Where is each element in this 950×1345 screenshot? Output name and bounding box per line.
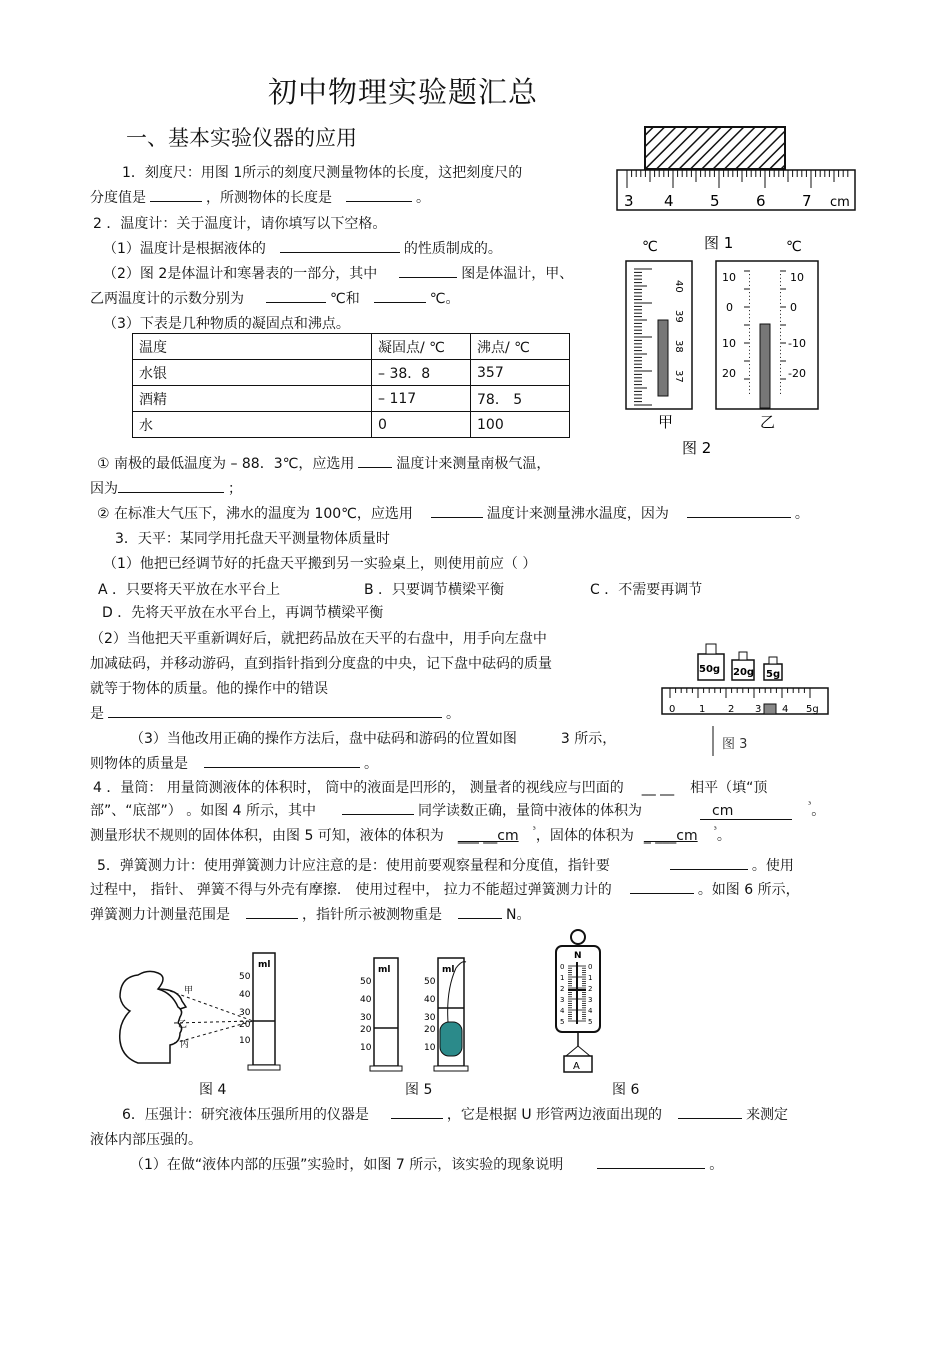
person-head [120,971,182,1063]
q6-text5: 。 [709,1157,724,1173]
fig2-thermometers [612,235,827,460]
q6-text2: ，它是根据 U 形管两边液面出现的 [446,1107,663,1123]
table-row [133,360,570,386]
answer-blank[interactable] [597,1154,705,1169]
cyl-tick: 10 [424,1043,436,1053]
q2-s2-text: ② 在标准大气压下，沸水的温度为 100℃，应选用 [97,506,413,522]
q3-option-d[interactable]: D ．先将天平放在水平台上，再调节横梁平衡 [102,605,384,621]
fig6-spring-scale [548,928,608,1076]
answer-blank[interactable] [678,1104,742,1119]
scale-ring [571,930,585,944]
q5-text7: N。 [506,907,531,923]
unit-superscript: ³ [713,825,717,834]
q2-p3: （3）下表是几种物质的凝固点和沸点。 [103,316,350,332]
q3-option-b[interactable]: B ．只要调节横梁平衡 [364,582,505,598]
cyl-tick: 30 [424,1013,436,1023]
q6-text3: 来测定 [746,1107,789,1123]
q5-text: 5．弹簧测力计：使用弹簧测力计应注意的是：使用前要观察量程和分度值，指针要 [97,858,610,874]
q4-text5: 。 [811,803,826,819]
answer-blank[interactable] [630,879,694,894]
table-cell: 水银 [133,360,372,386]
ruler-tick-label: 5 [710,192,720,210]
cyl-unit: ml [442,965,455,975]
cyl-tick: 10 [239,1036,251,1046]
beam-label: 1 [699,704,706,715]
jia-tick-label: 38 [673,340,684,353]
answer-blank[interactable] [204,753,360,768]
scale-tick-label: 0 [560,963,565,971]
beam-label: 2 [728,704,735,715]
weight-knob [769,657,777,664]
q2-s2 [97,503,809,523]
q2-intro: 2 ．温度计：关于温度计，请你填写以下空格。 [93,216,387,232]
yi-right-label: -10 [788,337,806,350]
answer-blank[interactable] [346,187,412,202]
q4-text6: 测量形状不规则的固体体积，由图 5 可知，液体的体积为 [90,828,444,844]
q2-p2-text4: ℃和 [330,291,360,307]
q6-line2: 液体内部压强的。 [90,1132,202,1148]
q3-p3-text2: 3 所示， [560,731,617,747]
cyl-tick: 30 [360,1013,372,1023]
ruler-tick-label: 6 [756,192,766,210]
unit-superscript: ³ [532,825,536,834]
fig3-caption: 图 3 [722,737,748,752]
yi-left-label: 0 [726,301,733,314]
q5-line2 [90,879,800,899]
jia-tick-label: 40 [673,280,684,293]
q3-intro: 3．天平：某同学用托盘天平测量物体质量时 [115,531,390,547]
reader-label: 丙 [180,1040,190,1050]
measured-object [645,127,785,169]
scale-tick-label: 0 [588,963,593,971]
q5-text3: 过程中， 指针、 弹簧不得与外壳有摩擦． 使用过程中， 拉力不能超过弹簧测力计的 [90,882,612,898]
q5-text6: ，指针所示被测物重是 [302,907,442,923]
jia-tick-label: 37 [673,370,684,383]
scale-tick-label: 5 [560,1018,565,1026]
table-row [133,412,570,438]
answer-blank[interactable] [108,703,442,718]
cyl-tick: 30 [239,1008,251,1018]
q2-s1-text2: 温度计来测量南极气温， [396,456,551,472]
table-row [133,386,570,412]
q6-text: 6．压强计：研究液体压强所用的仪器是 [122,1107,369,1123]
scale-tick-label: 1 [560,974,565,982]
q6-text4: （1）在做“液体内部的压强”实验时，如图 7 所示，该实验的现象说明 [130,1157,564,1173]
scale-tick-label: 5 [588,1018,593,1026]
cylinder-base [434,1066,468,1071]
q3-p1: （1）他把已经调节好的托盘天平搬到另一实验桌上，则使用前应（ ） [103,556,537,572]
yi-left-label: 20 [722,367,736,380]
table-header-row [133,334,570,360]
q2-p2-text3: 乙两温度计的示数分别为 [90,291,244,307]
rider [764,704,776,714]
ruler-unit: cm [830,195,850,210]
fig1-caption: 图 1 [704,234,734,252]
q6-line3 [130,1154,723,1174]
q2-p2-text5: ℃。 [429,291,460,307]
yi-left-label: 10 [722,271,736,284]
reader-label: 甲 [184,986,194,996]
hook-triangle [566,1046,590,1056]
beam-label: 3 [755,704,762,715]
scale-tick-label: 2 [588,985,593,993]
unit-superscript: ³ [808,800,812,809]
q2-p2 [103,263,573,283]
q2-p2-text2: 图是体温计，甲、 [461,266,574,282]
q5-line1 [97,855,794,875]
q2-p2-text: （2）图 2是体温计和寒暑表的一部分，其中 [103,266,378,282]
table-cell: 水 [133,412,372,438]
page-title: 初中物理实验题汇总 [268,75,539,109]
cyl-tick: 40 [360,995,372,1005]
scale-tick-label: 4 [588,1007,593,1015]
yi-label: 乙 [760,413,776,431]
cyl-tick: 50 [360,977,372,987]
q5-line3 [90,904,530,924]
q3-p2-text2: 。 [446,706,460,722]
cyl-tick: 20 [424,1025,436,1035]
q3-p3-text4: 。 [364,756,378,772]
cyl-tick: 40 [424,995,436,1005]
thermometer-jia-liquid [658,320,668,396]
answer-blank[interactable] [358,453,392,468]
section-heading: 一、基本实验仪器的应用 [126,126,357,150]
fig3-balance [658,632,850,757]
q2-p1-text: （1）温度计是根据液体的 [103,241,266,257]
ruler-tick-label: 7 [802,192,812,210]
q1-line1: 1．刻度尺：用图 1所示的刻度尺测量物体的长度，这把刻度尺的 [122,165,523,181]
ruler-body [617,170,855,210]
cyl-tick: 10 [360,1043,372,1053]
q4-line3 [90,825,731,845]
table-cell: – 38．8 [372,360,471,386]
q3-p3-text3: 则物体的质量是 [90,756,188,772]
scale-tick-label: 4 [560,1007,565,1015]
scale-tick-label: 2 [560,985,565,993]
q1-line2 [90,187,430,207]
q5-text5: 弹簧测力计测量范围是 [90,907,230,923]
q5-text2: 。使用 [751,858,794,874]
answer-blank[interactable] [670,855,748,870]
fig2-caption: 图 2 [682,439,712,457]
scale-tick-label: 3 [560,996,565,1004]
weight-label: 5g [766,669,781,680]
q3-p3 [130,728,616,748]
properties-table [132,333,570,438]
q2-p2b [90,288,459,308]
q3-option-a[interactable]: A ．只要将天平放在水平台上 [98,582,281,598]
answer-blank[interactable] [391,1104,443,1119]
cyl-unit: ml [378,965,391,975]
scale-unit: N [574,951,582,961]
scale-tick-label: 3 [588,996,593,1004]
q6-line1 [122,1104,788,1124]
yi-right-label: 10 [790,271,804,284]
q3-option-c[interactable]: C ．不需要再调节 [590,582,703,598]
beam-label: 4 [782,704,789,715]
solid-object [440,1022,462,1056]
q2-s1-text3: 因为 [90,481,118,497]
weight-knob [706,644,716,654]
fig5-cylinders [358,950,478,1075]
q3-p2-line4 [90,703,460,723]
answer-blank[interactable] [280,238,400,253]
jia-label: 甲 [658,413,674,431]
q4-text3: 部”、“底部”） 。如图 4 所示，其中 [90,803,317,819]
fig1-ruler [612,122,862,252]
cyl-unit: ml [258,960,271,970]
yi-right-label: -20 [788,367,806,380]
q3-p2-line3: 就等于物体的质量。他的操作中的错误 [90,681,328,697]
cylinder-base [370,1066,402,1071]
thermometer-yi-liquid [760,324,770,408]
cyl-tick: 50 [239,972,251,982]
answer-blank[interactable] [342,800,414,815]
cylinder-base [248,1065,280,1070]
jia-tick-label: 39 [673,310,684,323]
answer-blank[interactable] [687,503,791,518]
answer-blank[interactable] [374,288,426,303]
q2-s1b [90,478,242,498]
ruler-tick-label: 4 [664,192,674,210]
q4-line1 [93,777,767,797]
answer-blank[interactable] [150,187,202,202]
weight-block-label: A [573,1061,580,1072]
celsius-unit: ℃ [642,239,658,255]
fig6-caption: 图 6 [612,1082,640,1098]
table-header: 温度 [133,334,372,360]
q2-s1-text4: ； [228,481,242,497]
q2-s2-text2: 温度计来测量沸水温度，因为 [486,506,669,522]
q2-s1 [97,453,550,473]
table-header: 沸点/ ℃ [471,334,570,360]
cyl-tick: 20 [360,1025,372,1035]
answer-blank[interactable] [399,263,457,278]
q3-p3b [90,753,378,773]
cyl-tick: 40 [239,990,251,1000]
table-cell: 78． 5 [471,386,570,412]
answer-blank[interactable] [118,478,224,493]
answer-blank[interactable] [266,288,326,303]
q4-line2 [90,800,825,820]
q4-text4: 同学读数正确，量筒中液体的体积为 [418,803,643,819]
table-cell: – 117 [372,386,471,412]
fig5-caption: 图 5 [405,1082,433,1098]
table-cell: 100 [471,412,570,438]
q3-p2-line2: 加减砝码，并移动游码，直到指针指到分度盘的中央，记下盘中砝码的质量 [90,656,552,672]
q2-s1-text: ① 南极的最低温度为 – 88．3℃，应选用 [97,456,355,472]
answer-blank[interactable] [431,503,483,518]
answer-blank[interactable]: __ __ [641,780,675,796]
table-header: 凝固点/ ℃ [372,334,471,360]
q4-text2: 相平（填“顶 [690,780,768,796]
q1-text-b: ，所测物体的长度是 [206,190,332,206]
scale-tick-label: 1 [588,974,593,982]
weight-knob [739,652,747,660]
q4-text7: ，固体的体积为 [535,828,634,844]
q3-p3-text: （3）当他改用正确的操作方法后，盘中砝码和游码的位置如图 [130,731,517,747]
beam-label: 5g [806,704,819,715]
q3-p2-line1: （2）当他把天平重新调好后，就把药品放在天平的右盘中，用手向左盘中 [90,631,547,647]
answer-blank[interactable] [246,904,298,919]
answer-blank[interactable]: cm [700,803,792,820]
table-cell: 357 [471,360,570,386]
fig4-caption: 图 4 [199,1082,227,1098]
q3-p2-text: 是 [90,706,104,722]
q4-text: 4 ．量筒： 用量筒测液体的体积时， 筒中的液面是凹形的， 测量者的视线应与凹面的 [93,780,624,796]
beam-label: 0 [669,704,676,715]
q4-text8: 。 [716,828,731,844]
celsius-unit: ℃ [786,239,802,255]
table-cell: 酒精 [133,386,372,412]
weight-label: 50g [699,664,721,675]
q2-p1-text2: 的性质制成的。 [403,241,502,257]
q2-s2-text3: 。 [794,506,809,522]
ruler-tick-label: 3 [624,192,634,210]
weight-label: 20g [733,667,755,678]
cyl-tick: 50 [424,977,436,987]
q1-text-a: 分度值是 [90,190,146,206]
q2-p1 [103,238,502,258]
q5-text4: 。如图 6 所示， [697,882,800,898]
yi-right-label: 0 [790,301,797,314]
answer-blank[interactable]: _ ___cm [643,828,698,844]
fig4-reading [108,945,288,1075]
answer-blank[interactable]: ___ __cm [457,828,519,844]
table-cell: 0 [372,412,471,438]
q1-text-c: 。 [416,190,430,206]
reader-label: 乙 [178,1020,188,1030]
cyl-tick: 20 [239,1020,251,1030]
answer-blank[interactable] [458,904,502,919]
yi-left-label: 10 [722,337,736,350]
